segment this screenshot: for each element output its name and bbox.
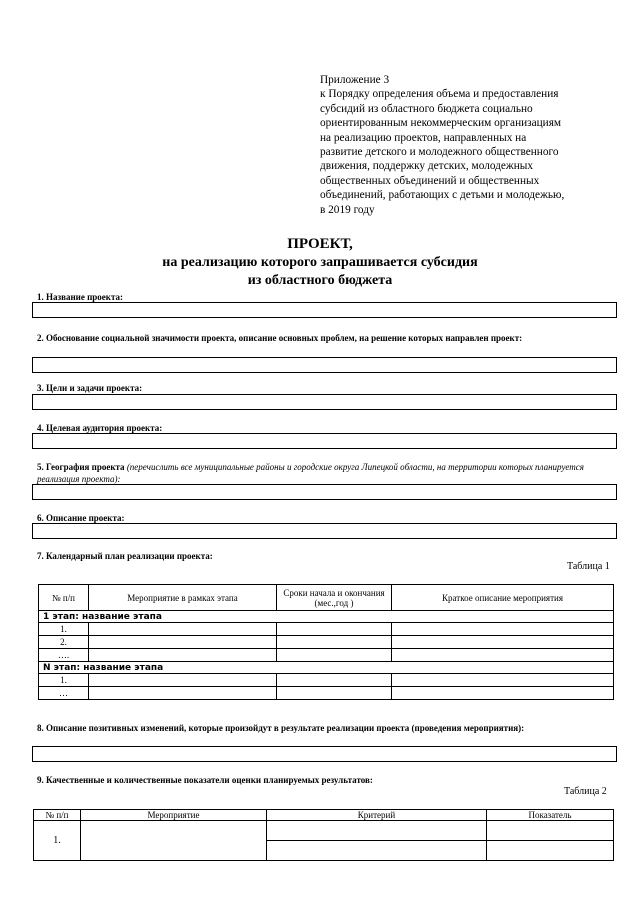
event-cell[interactable]: [81, 821, 267, 861]
dates-cell[interactable]: [277, 649, 392, 662]
event-cell[interactable]: [89, 636, 277, 649]
criterion-cell[interactable]: [267, 821, 487, 841]
appendix-note: [320, 73, 605, 217]
project-name-field[interactable]: [32, 302, 617, 318]
significance-field[interactable]: [32, 357, 617, 373]
document-subtitle-2: из областного бюджета: [247, 273, 393, 288]
indicators-table: [33, 809, 614, 861]
table-1-label: Таблица 1: [567, 561, 610, 572]
calendar-plan-table: [38, 584, 614, 700]
dates-cell[interactable]: [277, 636, 392, 649]
geography-field[interactable]: [32, 484, 617, 500]
appendix-line: движения, поддержку детских, молодежных: [320, 160, 534, 173]
section-1-label: 1. Название проекта:: [37, 292, 123, 302]
indicator-cell[interactable]: [487, 821, 614, 841]
document-subtitle: на реализацию которого запрашивается субсидия: [162, 255, 478, 270]
table-row: [39, 687, 614, 700]
stage-1-title: 1 этап: название этапа: [39, 611, 614, 623]
section-2-label: 2. Обоснование социальной значимости проекта, описание основных проблем, на решение которых направлен проект:: [37, 333, 523, 343]
table-2-header-num: № п/п: [34, 810, 81, 821]
section-6-label: 6. Описание проекта:: [37, 513, 125, 523]
table-row: [39, 636, 614, 649]
table-row: [34, 821, 614, 841]
dates-cell[interactable]: [277, 674, 392, 687]
section-9-label: 9. Качественные и количественные показатели оценки планируемых результатов:: [37, 775, 373, 785]
row-num: …: [39, 687, 89, 700]
description-cell[interactable]: [392, 649, 614, 662]
section-3-label: 3. Цели и задачи проекта:: [37, 383, 143, 393]
table-2-label: Таблица 2: [564, 786, 607, 797]
event-cell[interactable]: [89, 687, 277, 700]
indicator-cell[interactable]: [487, 841, 614, 861]
section-4-label: 4. Целевая аудитория проекта:: [37, 423, 163, 433]
event-cell[interactable]: [89, 649, 277, 662]
audience-field[interactable]: [32, 433, 617, 449]
row-num: 1.: [39, 623, 89, 636]
section-7-label: 7. Календарный план реализации проекта:: [37, 551, 213, 561]
event-cell[interactable]: [89, 623, 277, 636]
row-num: 1.: [34, 821, 81, 861]
description-cell[interactable]: [392, 623, 614, 636]
row-num: 2.: [39, 636, 89, 649]
table-1-header-num: № п/п: [39, 585, 89, 611]
appendix-line: Приложение 3: [320, 74, 390, 86]
description-cell[interactable]: [392, 636, 614, 649]
dates-cell[interactable]: [277, 623, 392, 636]
document-title: ПРОЕКТ,: [287, 236, 353, 252]
section-5-hint: (перечислить все муниципальные районы и городские округа Липецкой области, на территории которых планируется реализация проекта):: [37, 462, 584, 484]
section-5-label: [37, 461, 607, 485]
event-cell[interactable]: [89, 674, 277, 687]
appendix-line: на реализацию проектов, направленных на: [320, 131, 527, 144]
table-1-header-dates: Сроки начала и окончания (мес.,год ): [277, 585, 392, 611]
appendix-line: ориентированным некоммерческим организациям: [320, 117, 562, 130]
description-field[interactable]: [32, 523, 617, 539]
table-2-header-event: Мероприятие: [81, 810, 267, 821]
table-2-header-indicator: Показатель: [487, 810, 614, 821]
table-2-header-criterion: Критерий: [267, 810, 487, 821]
appendix-line: общественных объединений и общественных: [320, 174, 540, 187]
stage-n-title: N этап: название этапа: [39, 662, 614, 674]
positive-changes-field[interactable]: [32, 746, 617, 762]
section-5-title: 5. География проекта: [37, 462, 125, 472]
table-row: [39, 623, 614, 636]
table-1-header-description: Краткое описание мероприятия: [392, 585, 614, 611]
description-cell[interactable]: [392, 674, 614, 687]
criterion-cell[interactable]: [267, 841, 487, 861]
table-1-header-event: Мероприятие в рамках этапа: [89, 585, 277, 611]
appendix-line: развитие детского и молодежного общественного: [320, 146, 559, 159]
description-cell[interactable]: [392, 687, 614, 700]
row-num: ….: [39, 649, 89, 662]
goals-field[interactable]: [32, 394, 617, 410]
row-num: 1.: [39, 674, 89, 687]
appendix-line: к Порядку определения объема и предоставления: [320, 88, 559, 101]
appendix-line: субсидий из областного бюджета социально: [320, 102, 533, 115]
appendix-line: в 2019 году: [320, 203, 375, 216]
section-8-label: 8. Описание позитивных изменений, которые произойдут в результате реализации проекта (проведения мероприятия):: [37, 723, 525, 733]
table-row: [39, 674, 614, 687]
table-row: [39, 649, 614, 662]
dates-cell[interactable]: [277, 687, 392, 700]
appendix-line: объединений, работающих с детьми и молодежью,: [320, 189, 565, 202]
